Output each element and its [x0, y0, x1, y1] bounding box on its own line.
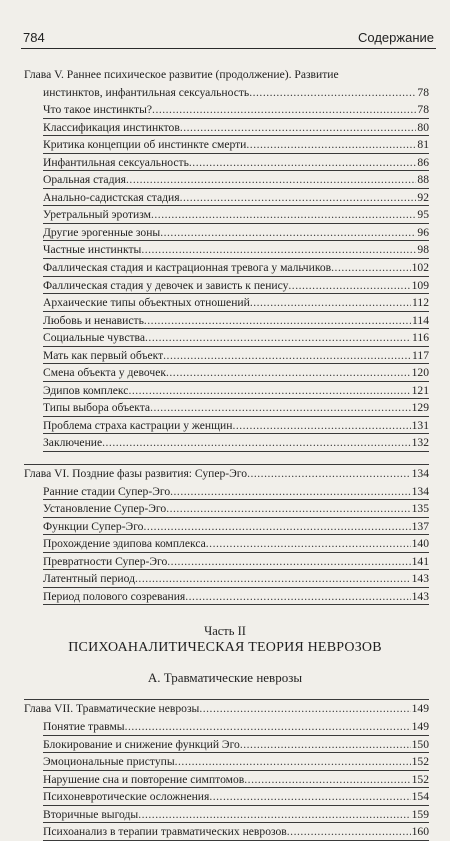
- dot-leader: [166, 364, 411, 382]
- toc-entry-page: 120: [411, 366, 429, 380]
- dot-leader: [150, 399, 411, 417]
- toc-entry-page: 86: [417, 155, 429, 169]
- toc-entry: [0, 101, 450, 119]
- toc-entry: [0, 382, 450, 400]
- toc-entry-page: 116: [412, 331, 429, 345]
- toc-entry-label: Анально-садистская стадия: [43, 190, 180, 204]
- toc-entry: [0, 329, 450, 347]
- toc-entry-label: Период полового созревания: [43, 589, 186, 603]
- dot-leader: [287, 823, 411, 841]
- toc-entry-page: 152: [411, 772, 429, 786]
- toc-entry-label: Прохождение эдипова комплекса: [43, 537, 206, 551]
- chapter-5: [0, 66, 450, 452]
- dot-leader: [135, 570, 411, 588]
- toc-entry-label: Ранние стадии Супер-Эго: [43, 484, 171, 498]
- toc-entry: [0, 500, 450, 518]
- chapter-5-page: 78: [417, 85, 429, 99]
- toc-entry-label: Классификация инстинктов: [43, 120, 180, 134]
- toc-entry-label: Социальные чувства: [43, 331, 146, 345]
- chapter-7-page: 149: [411, 702, 429, 716]
- chapter-7-title: Глава VII. Травматические неврозы ..... 149: [0, 700, 450, 718]
- toc-entry: [0, 483, 450, 501]
- toc-entry: [0, 736, 450, 754]
- toc-entry-page: 154: [411, 790, 429, 804]
- dot-leader: [166, 500, 410, 518]
- toc-entry: [0, 570, 450, 588]
- dot-leader: [209, 788, 410, 806]
- toc-entry-page: 95: [417, 208, 429, 222]
- page-number: 784: [23, 30, 45, 45]
- toc-entry-page: 131: [411, 418, 429, 432]
- toc-entry-label: Эдипов комплекс: [43, 383, 129, 397]
- toc-entry: [0, 312, 450, 330]
- toc-entry: [0, 171, 450, 189]
- toc-entry-label: Превратности Супер-Эго: [43, 554, 168, 568]
- toc-entry-label: Смена объекта у девочек: [43, 366, 166, 380]
- toc-entry-page: 96: [417, 225, 429, 239]
- toc-entry-page: 141: [411, 554, 429, 568]
- toc-entry-page: 135: [411, 502, 429, 516]
- toc-entry-page: 80: [417, 120, 429, 134]
- chapter-7: [0, 699, 450, 840]
- dot-leader: [138, 806, 410, 824]
- toc-entry-page: 134: [411, 484, 429, 498]
- dot-leader: [144, 312, 411, 330]
- toc-entry-page: 78: [417, 103, 429, 117]
- dot-leader: [143, 518, 410, 536]
- toc-entry: [0, 753, 450, 771]
- toc-entry-page: 159: [411, 807, 429, 821]
- toc-entry-page: 92: [417, 190, 429, 204]
- toc-entry: [0, 364, 450, 382]
- dot-leader: [288, 277, 410, 295]
- section-title: А. Травматические неврозы: [147, 670, 303, 686]
- toc-entry-page: 129: [411, 401, 429, 415]
- dot-leader: [180, 189, 417, 207]
- toc-entry-page: 140: [411, 537, 429, 551]
- toc-entry-label: Архаические типы объектных отношений: [43, 296, 250, 310]
- toc-entry-label: Инфантильная сексуальность: [43, 155, 189, 169]
- toc-entry: [0, 259, 450, 277]
- toc-entry: [0, 277, 450, 295]
- dot-leader: [151, 206, 416, 224]
- dot-leader: [102, 434, 410, 452]
- toc-entry-page: 149: [411, 719, 429, 733]
- chapter-5-title-line2: инстинктов, инфантильная сексуальность ..... 78: [0, 84, 450, 102]
- toc-entry-page: 121: [411, 383, 429, 397]
- dot-leader: [331, 259, 410, 277]
- toc-entry: [0, 518, 450, 536]
- toc-entry: [0, 553, 450, 571]
- part-title: ПСИХОАНАЛИТИЧЕСКАЯ ТЕОРИЯ НЕВРОЗОВ: [68, 640, 382, 656]
- toc-entry-page: 81: [417, 138, 429, 152]
- dot-leader: [145, 329, 411, 347]
- dot-leader: [206, 535, 411, 553]
- dot-leader: [250, 294, 411, 312]
- dot-leader: [126, 171, 416, 189]
- toc-entry-label: Критика концепции об инстинкте смерти: [43, 138, 247, 152]
- toc-entry: [0, 417, 450, 435]
- toc-entry: [0, 823, 450, 841]
- toc-entry-label: Фаллическая стадия и кастрационная тревога у мальчиков: [43, 261, 332, 275]
- toc-entry-page: 143: [411, 572, 429, 586]
- toc-entry-label: Психоанализ в терапии травматических неврозов: [43, 825, 287, 839]
- toc-entry-page: 143: [411, 589, 429, 603]
- dot-leader: [163, 347, 411, 365]
- dot-leader: [152, 101, 416, 119]
- dot-leader: [167, 553, 410, 571]
- toc-entry: [0, 535, 450, 553]
- toc-entry: [0, 206, 450, 224]
- toc-entry-page: 114: [412, 313, 429, 327]
- toc-entry-label: Психоневротические осложнения: [43, 790, 210, 804]
- dot-leader: [232, 417, 410, 435]
- toc-entry-label: Блокирование и снижение функций Эго: [43, 737, 240, 751]
- toc-entry-label: Вторичные выгоды: [43, 807, 139, 821]
- table-of-contents: [0, 66, 450, 841]
- toc-entry: [0, 347, 450, 365]
- toc-entry-label: Понятие травмы: [43, 719, 125, 733]
- part-heading: Часть II: [204, 624, 246, 639]
- toc-entry-label: Типы выбора объекта: [43, 401, 151, 415]
- toc-entry-label: Заключение: [43, 436, 103, 450]
- chapter-6-title: Глава VI. Поздние фазы развития: Супер-Эго ..... 134: [0, 465, 450, 483]
- toc-entry-label: Частные инстинкты: [43, 243, 142, 257]
- toc-entry: [0, 718, 450, 736]
- dot-leader: [125, 718, 411, 736]
- toc-entry-page: 88: [417, 173, 429, 187]
- chapter-5-title-line1: Глава V. Раннее психическое развитие (продолжение). Развитие: [24, 68, 339, 81]
- toc-entry: [0, 399, 450, 417]
- toc-entry-page: 102: [411, 261, 429, 275]
- toc-entry: [0, 241, 450, 259]
- dot-leader: [189, 154, 417, 172]
- toc-entry: [0, 771, 450, 789]
- dot-leader: [244, 771, 410, 789]
- toc-entry: [0, 189, 450, 207]
- toc-entry-label: Нарушение сна и повторение симптомов: [43, 772, 245, 786]
- toc-entry-label: Проблема страха кастрации у женщин: [43, 418, 233, 432]
- toc-entry: [0, 224, 450, 242]
- dot-leader: [246, 136, 416, 154]
- toc-entry-label: Любовь и ненависть: [43, 313, 144, 327]
- dot-leader: [180, 119, 417, 137]
- toc-entry-label: Фаллическая стадия у девочек и зависть к пенису: [43, 278, 289, 292]
- toc-entry-page: 132: [411, 436, 429, 450]
- header-rule: [21, 48, 436, 49]
- toc-entry-label: Мать как первый объект: [43, 348, 164, 362]
- dot-leader: [240, 736, 411, 754]
- dot-leader: [185, 588, 410, 606]
- toc-entry-label: Установление Супер-Эго: [43, 502, 167, 516]
- toc-entry-page: 160: [411, 825, 429, 839]
- running-title: Содержание: [358, 30, 434, 45]
- toc-entry-label: Функции Супер-Эго: [43, 519, 144, 533]
- toc-entry-page: 137: [411, 519, 429, 533]
- dot-leader: [141, 241, 416, 259]
- toc-entry-page: 152: [411, 755, 429, 769]
- toc-entry-label: Что такое инстинкты?: [43, 103, 153, 117]
- toc-entry: [0, 588, 450, 606]
- toc-entry: [0, 154, 450, 172]
- chapter-6-page: 134: [411, 467, 429, 481]
- toc-entry: [0, 434, 450, 452]
- toc-entry-page: 112: [412, 296, 429, 310]
- toc-entry-label: Латентный период: [43, 572, 136, 586]
- toc-entry-label: Уретральный эротизм: [43, 208, 151, 222]
- toc-entry-label: Оральная стадия: [43, 173, 127, 187]
- toc-entry-page: 117: [412, 348, 429, 362]
- dot-leader: [170, 483, 410, 501]
- toc-entry: [0, 119, 450, 137]
- toc-entry: [0, 136, 450, 154]
- toc-entry-page: 150: [411, 737, 429, 751]
- toc-entry: [0, 788, 450, 806]
- chapter-6: [0, 464, 450, 605]
- toc-entry-page: 109: [411, 278, 429, 292]
- dot-leader: [160, 224, 416, 242]
- toc-entry: [0, 294, 450, 312]
- toc-entry-page: 98: [417, 243, 429, 257]
- toc-entry-label: Другие эрогенные зоны: [43, 225, 161, 239]
- toc-entry-label: Эмоциональные приступы: [43, 755, 175, 769]
- page-header: [0, 0, 450, 50]
- dot-leader: [128, 382, 410, 400]
- toc-entry: [0, 806, 450, 824]
- dot-leader: [175, 753, 411, 771]
